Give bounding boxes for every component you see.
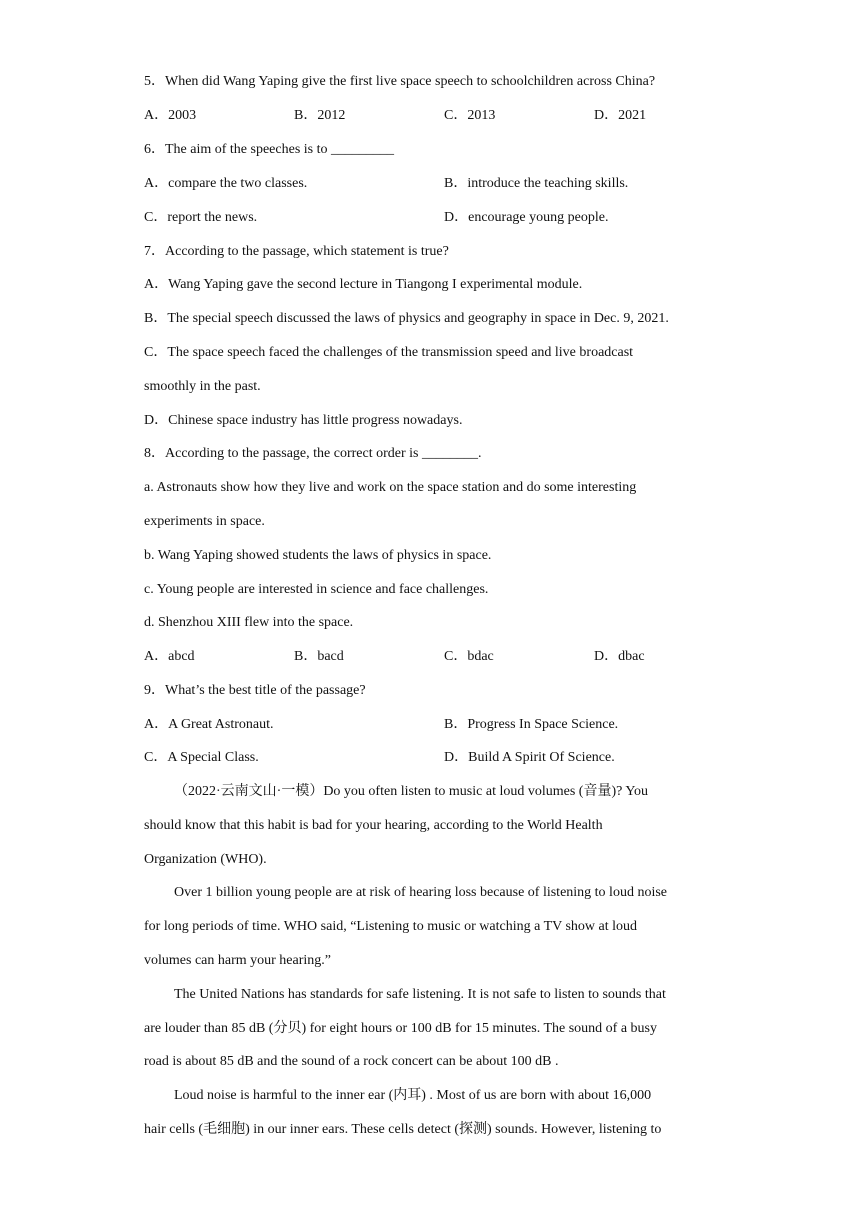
q6-option-b: B．introduce the teaching skills. bbox=[444, 176, 629, 191]
q7-option-c-line1: C．The space speech faced the challenges of the transmission speed and live broadcast bbox=[144, 345, 634, 360]
passage-p3-line1: The United Nations has standards for safe listening. It is not safe to listen to sounds that bbox=[174, 987, 666, 1002]
q6-option-c: C．report the news. bbox=[144, 210, 258, 225]
q9-option-c: C．A Special Class. bbox=[144, 750, 259, 765]
q7-stem: 7．According to the passage, which statement is true? bbox=[144, 244, 449, 259]
q8-option-d: D．dbac bbox=[594, 649, 645, 664]
q6-option-a: A．compare the two classes. bbox=[144, 176, 308, 191]
q6-stem: 6．The aim of the speeches is to _________ bbox=[144, 142, 395, 157]
q7-option-b: B．The special speech discussed the laws of physics and geography in space in Dec. 9, 2021. bbox=[144, 311, 669, 326]
q8-item-a-line2: experiments in space. bbox=[144, 514, 265, 529]
q5-option-a: A．2003 bbox=[144, 108, 197, 123]
q9-stem: 9．What’s the best title of the passage? bbox=[144, 683, 366, 698]
passage-p2-line2: for long periods of time. WHO said, “Listening to music or watching a TV show at loud bbox=[144, 919, 638, 934]
passage-p2-line3: volumes can harm your hearing.” bbox=[144, 953, 331, 968]
q8-option-b: B．bacd bbox=[294, 649, 344, 664]
q8-stem: 8．According to the passage, the correct order is ________. bbox=[144, 446, 482, 461]
q5-option-b: B．2012 bbox=[294, 108, 346, 123]
passage-p4-line2: hair cells (毛细胞) in our inner ears. These cells detect (探测) sounds. However, listening to bbox=[144, 1122, 662, 1137]
q5-option-c: C．2013 bbox=[444, 108, 496, 123]
passage-p1-line1: （2022·云南文山·一模）Do you often listen to music at loud volumes (音量)? You bbox=[174, 784, 649, 799]
q7-option-a: A．Wang Yaping gave the second lecture in Tiangong I experimental module. bbox=[144, 277, 583, 292]
q8-option-a: A．abcd bbox=[144, 649, 195, 664]
passage-p1-line2: should know that this habit is bad for your hearing, according to the World Health bbox=[144, 818, 603, 833]
passage-p1-line3: Organization (WHO). bbox=[144, 852, 267, 867]
passage-p3-line3: road is about 85 dB and the sound of a rock concert can be about 100 dB . bbox=[144, 1054, 559, 1069]
q6-option-d: D．encourage young people. bbox=[444, 210, 609, 225]
q9-option-a: A．A Great Astronaut. bbox=[144, 717, 274, 732]
q5-option-d: D．2021 bbox=[594, 108, 647, 123]
passage-p4-line1: Loud noise is harmful to the inner ear (内耳) . Most of us are born with about 16,000 bbox=[174, 1088, 652, 1103]
q8-item-c: c. Young people are interested in science and face challenges. bbox=[144, 582, 489, 597]
q9-option-b: B．Progress In Space Science. bbox=[444, 717, 619, 732]
q8-item-a-line1: a. Astronauts show how they live and work on the space station and do some interesting bbox=[144, 480, 637, 495]
q8-item-b: b. Wang Yaping showed students the laws of physics in space. bbox=[144, 548, 492, 563]
passage-p3-line2: are louder than 85 dB (分贝) for eight hours or 100 dB for 15 minutes. The sound of a busy bbox=[144, 1021, 657, 1036]
q5-stem: 5．When did Wang Yaping give the first live space speech to schoolchildren across China? bbox=[144, 74, 656, 89]
q8-option-c: C．bdac bbox=[444, 649, 494, 664]
q7-option-d: D．Chinese space industry has little progress nowadays. bbox=[144, 413, 463, 428]
q8-item-d: d. Shenzhou XIII flew into the space. bbox=[144, 615, 354, 630]
q7-option-c-line2: smoothly in the past. bbox=[144, 379, 261, 394]
q9-option-d: D．Build A Spirit Of Science. bbox=[444, 750, 615, 765]
passage-p2-line1: Over 1 billion young people are at risk of hearing loss because of listening to loud noise bbox=[174, 885, 668, 900]
